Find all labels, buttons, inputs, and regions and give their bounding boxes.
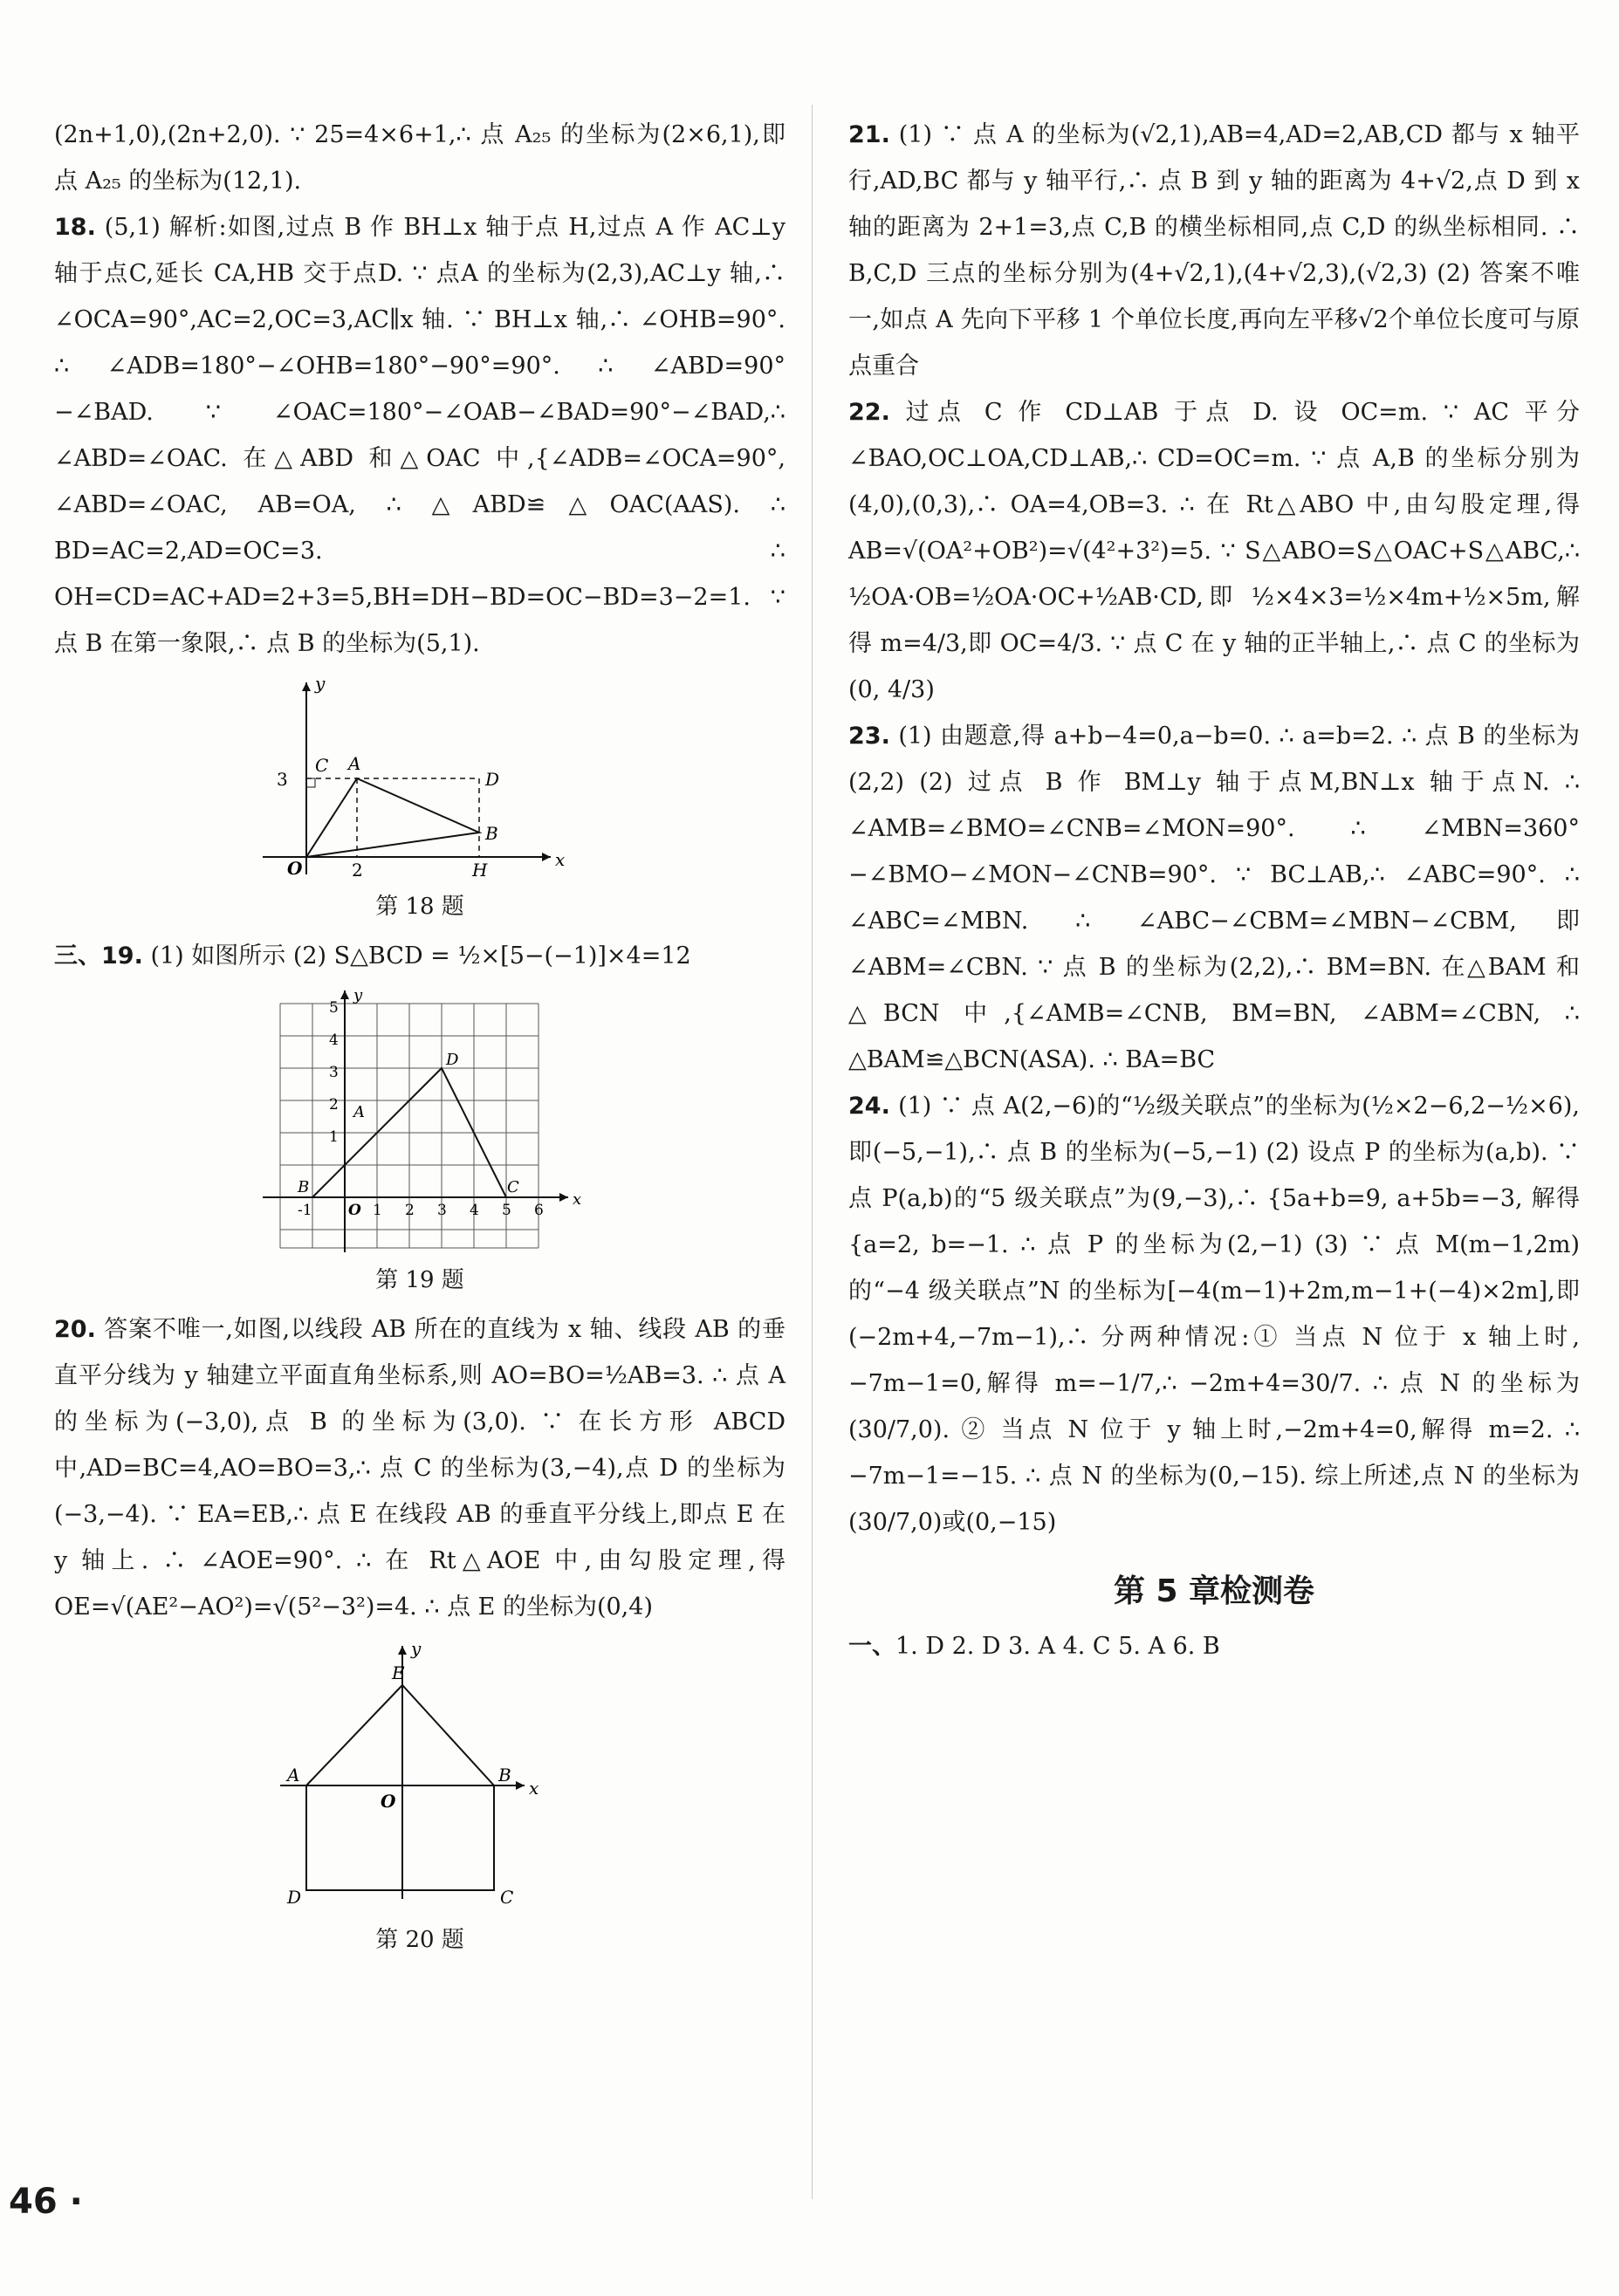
- column-divider: [812, 105, 813, 2199]
- answer-24: [848, 1083, 1580, 1546]
- svg-text:x: x: [555, 849, 566, 870]
- svg-text:6: 6: [534, 1202, 544, 1219]
- multiple-choice-answers: [848, 1623, 1580, 1669]
- question-number-18: 18.: [54, 214, 96, 241]
- figure-19: [245, 986, 594, 1257]
- answer-22-text: 过点 C 作 CD⊥AB 于点 D. 设 OC=m. ∵ AC 平分∠BAO,OC⊥OA,CD⊥AB,∴ CD=OC=m. ∵ 点 A,B 的坐标分别为(4,0),(0,3),∴ OA=4,OB=3. ∴ 在 Rt△ABO 中,由勾股定理,得 AB=√(OA²+OB²)=√(4²+3²)=5. ∵ S△ABO=S△OAC+S△ABC,∴ ½OA·OB=½OA·OC+½AB·CD,即 ½×4×3=½×4m+½×5m,解得 m=4/3,即 OC=4/3. ∵ 点 C 在 y 轴的正半轴上,∴ 点 C 的坐标为(0, 4/3): [848, 399, 1580, 703]
- answer-21-text: (1) ∵ 点 A 的坐标为(√2,1),AB=4,AD=2,AB,CD 都与 x 轴平行,AD,BC 都与 y 轴平行,∴ 点 B 到 y 轴的距离为 4+√2,点 D 到 x 轴的距离为 2+1=3,点 C,B 的横坐标相同,点 C,D 的纵坐标相同. ∴ B,C,D 三点的坐标分别为(4+√2,1),(4+√2,3),(√2,3) (2) 答案不唯一,如点 A 先向下平移 1 个单位长度,再向左平移√2个单位长度可与原点重合: [848, 121, 1580, 380]
- svg-text:B: B: [498, 1765, 511, 1785]
- svg-text:H: H: [472, 860, 488, 881]
- svg-text:2: 2: [329, 1096, 339, 1114]
- svg-text:3: 3: [437, 1202, 447, 1219]
- svg-text:A: A: [353, 1103, 365, 1121]
- svg-text:C: C: [500, 1887, 514, 1908]
- page-number: 46 ·: [9, 2182, 83, 2222]
- svg-text:D: D: [446, 1051, 459, 1069]
- answer-23: [848, 713, 1580, 1083]
- answer-20-text: 答案不唯一,如图,以线段 AB 所在的直线为 x 轴、线段 AB 的垂直平分线为 y 轴建立平面直角坐标系,则 AO=BO=½AB=3. ∴ 点 A 的坐标为(−3,0),点 B 的坐标为(3,0). ∵ 在长方形 ABCD 中,AD=BC=4,AO=BO=3,∴ 点 C 的坐标为(3,−4),点 D 的坐标为(−3,−4). ∵ EA=EB,∴ 点 E 在线段 AB 的垂直平分线上,即点 E 在 y 轴上. ∴ ∠AOE=90°. ∴ 在 Rt△AOE 中,由勾股定理,得 OE=√(AE²−AO²)=√(5²−3²)=4. ∴ 点 E 的坐标为(0,4): [54, 1316, 785, 1621]
- svg-text:A: A: [287, 1765, 300, 1785]
- question-number-22: 22.: [848, 399, 890, 426]
- left-column: [54, 112, 785, 1966]
- svg-text:C: C: [315, 755, 329, 776]
- figure-18-caption: 第 18 题: [375, 894, 464, 920]
- answers-section-prefix: 一、: [848, 1633, 895, 1660]
- svg-text:5: 5: [502, 1202, 511, 1219]
- svg-text:x: x: [573, 1190, 582, 1209]
- question-number-20: 20.: [54, 1316, 96, 1343]
- figure-18-diagram: [254, 674, 586, 883]
- svg-text:3: 3: [277, 769, 288, 790]
- figure-18: [254, 674, 586, 883]
- right-column: [848, 112, 1580, 1669]
- answer-20: [54, 1306, 785, 1630]
- svg-text:O: O: [287, 858, 303, 879]
- svg-text:x: x: [529, 1778, 539, 1799]
- svg-text:4: 4: [470, 1202, 479, 1219]
- svg-text:D: D: [287, 1887, 302, 1908]
- answer-18-text: (5,1) 解析:如图,过点 B 作 BH⊥x 轴于点 H,过点 A 作 AC⊥y 轴于点C,延长 CA,HB 交于点D. ∵ 点A 的坐标为(2,3),AC⊥y 轴,∴ ∠OCA=90°,AC=2,OC=3,AC∥x 轴. ∵ BH⊥x 轴,∴ ∠OHB=90°. ∴ ∠ADB=180°−∠OHB=180°−90°=90°. ∴ ∠ABD=90°−∠BAD. ∵ ∠OAC=180°−∠OAB−∠BAD=90°−∠BAD,∴ ∠ABD=∠OAC. 在△ABD 和△OAC 中,{∠ADB=∠OCA=90°, ∠ABD=∠OAC, AB=OA, ∴ △ABD≌△OAC(AAS). ∴ BD=AC=2,AD=OC=3. ∴ OH=CD=AC+AD=2+3=5,BH=DH−BD=OC−BD=3−2=1. ∵ 点 B 在第一象限,∴ 点 B 的坐标为(5,1).: [54, 214, 785, 657]
- svg-text:y: y: [411, 1638, 422, 1659]
- answer-19-text: (1) 如图所示 (2) S△BCD = ½×[5−(−1)]×4=12: [150, 942, 691, 970]
- svg-text:D: D: [485, 769, 500, 790]
- svg-text:A: A: [348, 753, 361, 774]
- answer-21: [848, 112, 1580, 389]
- svg-text:O: O: [381, 1791, 396, 1812]
- figure-19-grid-diagram: [245, 986, 594, 1257]
- question-number-21: 21.: [848, 121, 890, 148]
- question-number-24: 24.: [848, 1093, 890, 1120]
- question-number-19: 三、19.: [54, 942, 143, 970]
- svg-text:2: 2: [352, 860, 363, 881]
- answer-19: [54, 933, 785, 979]
- answer-23-text: (1) 由题意,得 a+b−4=0,a−b=0. ∴ a=b=2. ∴ 点 B 的坐标为(2,2) (2) 过点 B 作 BM⊥y 轴于点M,BN⊥x 轴于点N. ∴ ∠AMB=∠BMO=∠CNB=∠MON=90°. ∴ ∠MBN=360°−∠BMO−∠MON−∠CNB=90°. ∵ BC⊥AB,∴ ∠ABC=90°. ∴ ∠ABC=∠MBN. ∴ ∠ABC−∠CBM=∠MBN−∠CBM,即∠ABM=∠CBN. ∵ 点 B 的坐标为(2,2),∴ BM=BN. 在△BAM 和△BCN 中,{∠AMB=∠CNB, BM=BN, ∠ABM=∠CBN, ∴ △BAM≌△BCN(ASA). ∴ BA=BC: [848, 723, 1580, 1073]
- svg-text:B: B: [485, 823, 498, 844]
- figure-20-caption: 第 20 题: [375, 1927, 464, 1953]
- question-number-23: 23.: [848, 723, 890, 750]
- figure-19-caption: 第 19 题: [375, 1267, 464, 1293]
- svg-text:B: B: [298, 1178, 310, 1196]
- svg-text:1: 1: [329, 1128, 339, 1146]
- paragraph-17-continued: (2n+1,0),(2n+2,0). ∵ 25=4×6+1,∴ 点 A₂₅ 的坐标为(2×6,1),即点 A₂₅ 的坐标为(12,1).: [54, 121, 785, 195]
- figure-20-diagram: [263, 1637, 577, 1916]
- svg-text:O: O: [348, 1202, 361, 1219]
- svg-text:-1: -1: [298, 1202, 312, 1219]
- svg-text:E: E: [392, 1662, 405, 1683]
- svg-text:2: 2: [405, 1202, 415, 1219]
- svg-text:1: 1: [373, 1202, 382, 1219]
- svg-text:4: 4: [329, 1031, 339, 1049]
- answer-24-text: (1) ∵ 点 A(2,−6)的“½级关联点”的坐标为(½×2−6,2−½×6),即(−5,−1),∴ 点 B 的坐标为(−5,−1) (2) 设点 P 的坐标为(a,b). ∵ 点 P(a,b)的“5 级关联点”为(9,−3),∴ {5a+b=9, a+5b=−3, 解得 {a=2, b=−1. ∴ 点 P 的坐标为(2,−1) (3) ∵ 点 M(m−1,2m)的“−4 级关联点”N 的坐标为[−4(m−1)+2m,m−1+(−4)×2m],即(−2m+4,−7m−1),∴ 分两种情况:① 当点 N 位于 x 轴上时,−7m−1=0,解得 m=−1/7,∴ −2m+4=30/7. ∴ 点 N 的坐标为(30/7,0). ② 当点 N 位于 y 轴上时,−2m+4=0,解得 m=2. ∴ −7m−1=−15. ∴ 点 N 的坐标为(0,−15). 综上所述,点 N 的坐标为(30/7,0)或(0,−15): [848, 1093, 1580, 1536]
- answer-22: [848, 389, 1580, 713]
- svg-text:5: 5: [329, 999, 339, 1017]
- svg-text:3: 3: [329, 1064, 339, 1081]
- svg-text:C: C: [507, 1178, 519, 1196]
- answers-list: 1. D 2. D 3. A 4. C 5. A 6. B: [895, 1633, 1220, 1660]
- answer-18: [54, 204, 785, 667]
- chapter-title: 第 5 章检测卷: [1113, 1573, 1315, 1609]
- svg-text:y: y: [353, 986, 363, 1004]
- figure-20: [263, 1637, 577, 1916]
- svg-text:y: y: [315, 674, 326, 694]
